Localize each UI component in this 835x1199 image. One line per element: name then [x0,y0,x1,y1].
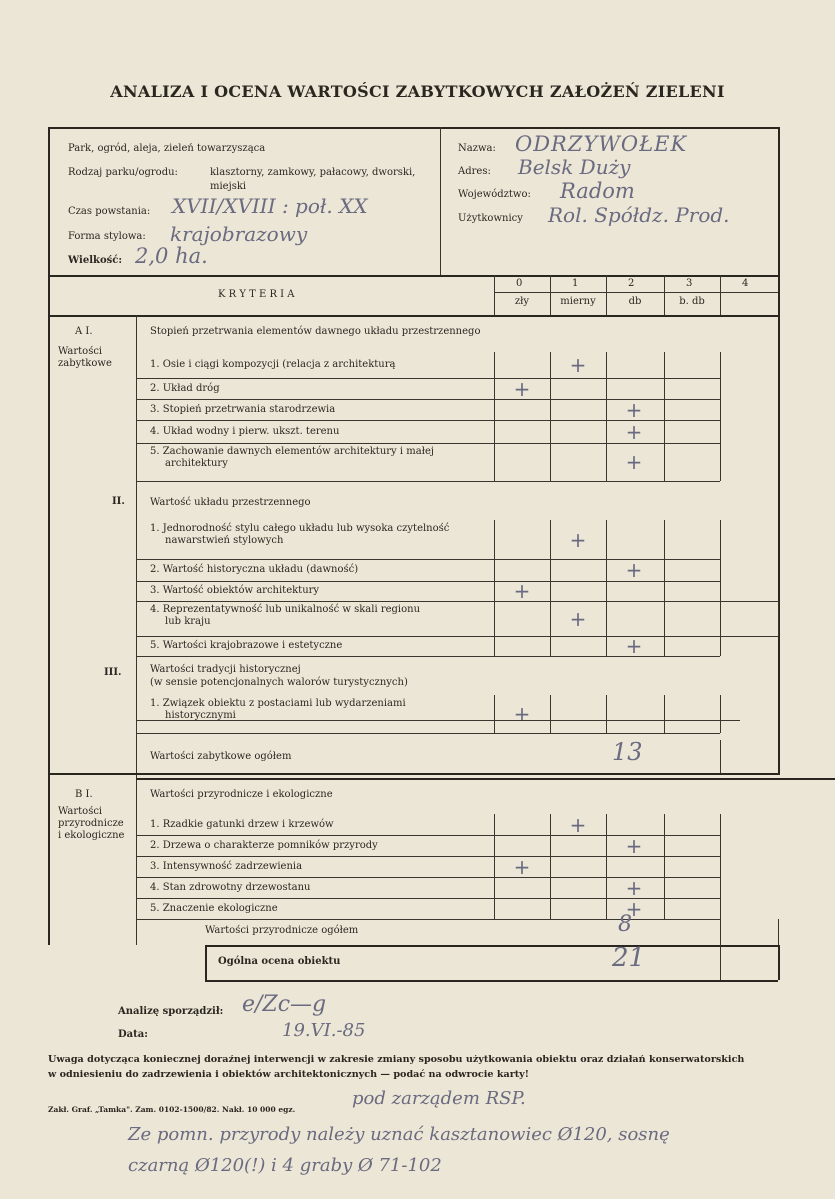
grid-line [48,275,778,277]
wielkosc-value: 2,0 ha. [135,244,208,268]
criterion-row: 4. Reprezentatywność lub unikalność w skali regionu [150,604,421,615]
grid-line [494,814,495,919]
adres-value: Belsk Duży [518,155,631,179]
plus-mark: + [513,579,531,603]
grid-line [136,733,720,734]
criterion-row: 2. Wartość historyczna układu (dawność) [150,564,359,575]
plus-mark: + [625,896,643,921]
form-label: B I. [75,789,93,800]
grid-line [720,695,721,733]
form-label: Wielkość: [68,255,123,266]
hand-note1: pod zarządem RSP. [352,1088,526,1109]
grid-line [48,127,50,945]
grid-line [606,520,607,656]
form-label: Nazwa: [458,143,496,154]
grid-line [664,695,665,733]
plus-mark: + [625,875,643,900]
grid-line [664,814,665,919]
form-label: Czas powstania: [68,206,151,217]
criterion-row: 3. Intensywność zadrzewienia [150,860,303,872]
grade-header: mierny [560,296,596,307]
plus-mark: + [625,450,643,474]
overall-label: Ogólna ocena obiektu [218,956,341,967]
grid-line [778,945,780,980]
grid-line [720,601,778,602]
form-label: Województwo: [458,189,531,200]
group-title: Wartości tradycji historycznej [150,664,301,675]
forma-value: krajobrazowy [170,222,308,246]
plus-mark: + [569,606,587,631]
score-header: 1 [572,278,579,289]
criterion-row: 5. Zachowanie dawnych elementów architektury i małej [150,446,434,457]
plus-mark: + [569,527,587,552]
criterion-row: 1. Związek obiektu z postaciami lub wydarzeniami [150,698,406,709]
grid-line [48,773,778,775]
signature: e/Zc—g [242,992,327,1017]
criterion-row-cont: architektury [165,458,228,469]
plus-mark: + [625,397,643,422]
grid-line [778,919,779,945]
total-label: Wartości przyrodnicze ogółem [205,925,359,936]
criterion-row: 4. Stan zdrowotny drzewostanu [150,881,311,893]
score-header: 3 [686,278,693,289]
form-label: Adres: [458,166,491,177]
grid-line [720,945,721,980]
park-type-line: Park, ogród, aleja, zieleń towarzysząca [68,143,266,154]
grid-line [136,378,720,379]
total-label: Wartości zabytkowe ogółem [150,751,292,762]
grid-line [606,275,607,315]
score-header: 0 [516,278,523,289]
form-label: Rodzaj parku/ogrodu: [68,167,178,178]
grid-line [720,636,778,637]
uwaga-line1: Uwaga dotycząca koniecznej doraźnej interwencji w zakresie zmiany sposobu użytkowania obiektu oraz działań konserwatorskich [48,1054,745,1065]
grid-line [205,945,207,980]
grade-header: db [628,296,642,307]
criterion-row: 2. Układ dróg [150,382,220,394]
grid-line [494,292,778,293]
grid-line [720,919,721,945]
criteria-header: K R Y T E R I A [218,289,295,300]
grid-line [48,315,778,317]
plus-mark: + [513,702,531,726]
data-value: 19.VI.-85 [282,1020,366,1041]
group-title: Wartość układu przestrzennego [150,497,311,508]
grid-line [494,275,495,315]
form-label: klasztorny, zamkowy, pałacowy, dworski, [210,167,416,178]
score-header: 4 [742,278,749,289]
uzyt-value: Rol. Spółdz. Prod. [548,203,730,227]
print-note: Zakł. Graf. „Tamka". Zam. 0102-1500/82. Nakł. 10 000 egz. [48,1105,296,1114]
grid-line [720,352,721,481]
plus-mark: + [625,419,643,444]
nazwa-value: ODRZYWOŁEK [515,132,688,156]
grid-line [720,740,721,773]
grid-line [440,127,441,275]
data-label: Data: [118,1029,148,1040]
total-a-value: 13 [612,738,643,766]
page-title: ANALIZA I OCENA WARTOŚCI ZABYTKOWYCH ZAŁOŻEŃ ZIELENI [110,82,725,101]
grid-line [778,601,779,636]
section-b-name: Wartości przyrodnicze i ekologiczne [58,806,125,841]
criterion-row-cont: nawarstwień stylowych [165,535,284,546]
criterion-row-cont: historycznymi [165,710,236,721]
plus-mark: + [513,854,531,879]
hand-note3: czarną Ø120(!) i 4 graby Ø 71-102 [128,1155,442,1176]
form-label: miejski [210,181,247,192]
grid-line [664,275,665,315]
grid-line [664,520,665,656]
grid-line [550,520,551,656]
grade-header: b. db [679,296,705,307]
plus-mark: + [569,812,587,837]
overall-value: 21 [612,943,646,973]
group-title: Wartości przyrodnicze i ekologiczne [150,789,333,800]
grid-line [494,352,495,481]
uwaga-line2: w odniesieniu do zadrzewienia i obiektów architektonicznych — podać na odwrocie karty! [48,1069,529,1080]
plus-mark: + [513,376,531,401]
hand-note2: Ze pomn. przyrody należy uznać kasztanowiec Ø120, sosnę [128,1124,670,1145]
score-header: 2 [628,278,635,289]
form-label: Użytkownicy [458,213,523,224]
plus-mark: + [625,833,643,858]
criterion-row: 4. Układ wodny i pierw. ukszt. terenu [150,425,340,437]
criterion-row: 3. Stopień przetrwania starodrzewia [150,403,336,415]
group-title: (w sensie potencjonalnych walorów turystycznych) [150,677,408,688]
criterion-row: 2. Drzewa o charakterze pomników przyrody [150,839,378,851]
grid-line [205,980,778,982]
grid-line [720,275,721,315]
grid-line [664,352,665,481]
criterion-row: 5. Wartości krajobrazowe i estetyczne [150,640,343,651]
form-label: Forma stylowa: [68,231,146,242]
grid-line [136,778,835,780]
analiza-label: Analizę sporządził: [118,1006,224,1017]
grid-line [550,352,551,481]
grid-line [136,481,720,482]
grid-line [550,275,551,315]
grid-line [494,520,495,656]
grade-header: zły [514,296,530,307]
grid-line [205,945,778,947]
grid-line [606,814,607,919]
grid-line [550,695,551,733]
grid-line [606,352,607,481]
grid-line [778,127,780,775]
group-number: III. [104,667,122,678]
grid-line [136,720,740,721]
plus-mark: + [625,558,643,582]
criterion-row-cont: lub kraju [165,616,211,627]
group-title: Stopień przetrwania elementów dawnego układu przestrzennego [150,326,481,337]
grid-line [48,127,778,129]
grid-line [136,601,720,602]
criterion-row: 1. Osie i ciągi kompozycji (relacja z architekturą [150,359,396,370]
grid-line [720,835,721,877]
grid-line [606,695,607,733]
section-a-name: Wartości zabytkowe [58,346,112,369]
woj-value: Radom [560,179,635,203]
grid-line [550,814,551,919]
criterion-row: 3. Wartość obiektów architektury [150,585,320,596]
criterion-row: 1. Rzadkie gatunki drzew i krzewów [150,818,334,830]
group-number: II. [112,496,125,507]
criterion-row: 1. Jednorodność stylu całego układu lub wysoka czytelność [150,523,450,534]
czas-value: XVII/XVIII : poł. XX [172,194,368,218]
grid-line [494,695,495,733]
plus-mark: + [625,634,643,658]
plus-mark: + [569,353,587,377]
criterion-row: 5. Znaczenie ekologiczne [150,902,278,914]
form-label: A I. [75,326,93,337]
grid-line [136,315,137,945]
total-b-value: 8 [618,912,632,937]
